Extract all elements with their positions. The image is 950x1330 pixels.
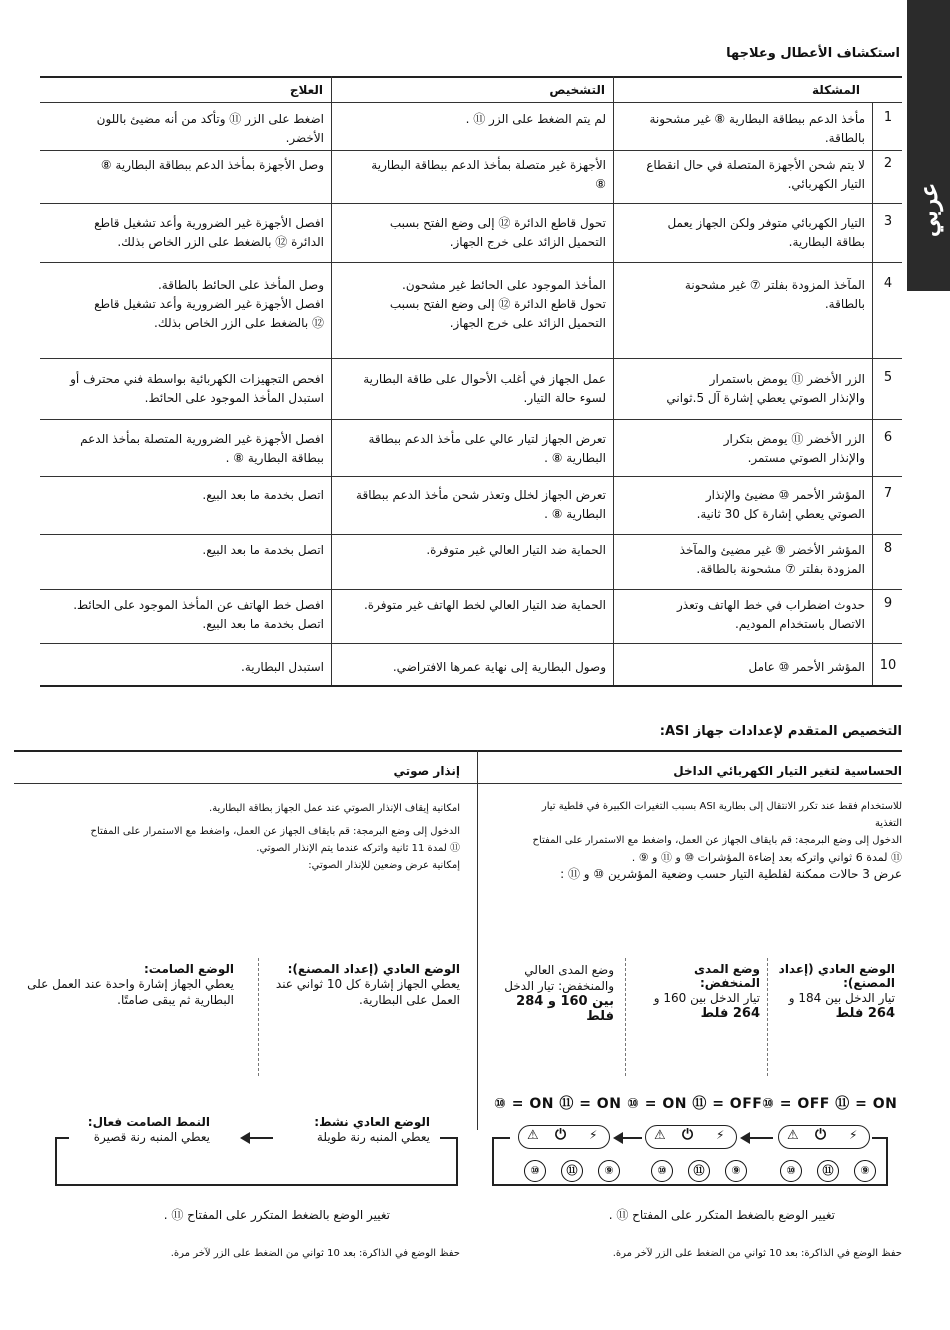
solution-line: افصل خط الهاتف عن المأخذ الموجود على الحائط.: [73, 598, 324, 612]
row-rule: [40, 476, 902, 477]
diagnosis-line: وصول البطارية إلى نهاية عمرها الافتراضي.: [392, 660, 606, 674]
row-rule: [40, 150, 902, 151]
problem-line: بالطاقة.: [824, 297, 865, 311]
plug-icon: ⚡: [589, 1128, 598, 1142]
diagnosis-line: تحول قاطع الدائرة ⑫ إلى وضع الفتح بسبب: [389, 216, 606, 230]
header-problem: المشكلة: [811, 83, 860, 97]
asi-r-line: التغذية: [874, 818, 902, 829]
indicator-panel: [645, 1125, 737, 1149]
solution-line: ببطاقة البطارية ⑧ .: [225, 451, 324, 465]
cell-solution: [46, 486, 324, 505]
cell-diagnosis: [338, 596, 606, 615]
cell-diagnosis: [338, 658, 606, 677]
row-rule: [40, 262, 902, 263]
problem-line: المؤشر الأحمر ⑩ مضيئ والإنذار: [705, 488, 865, 502]
cell-solution: [46, 658, 324, 677]
cell-problem: [620, 596, 865, 634]
problem-line: لا يتم شحن الأجهزة المتصلة في حال انقطاع: [646, 158, 865, 172]
col-divider: [872, 102, 873, 686]
arrow-left-icon: [240, 1132, 250, 1144]
cell-solution: [46, 596, 324, 634]
solution-line: افصل الأجهزة غير الضرورية وأعد تشغيل قاطع: [94, 216, 324, 230]
troubleshooting-title: استكشاف الأعطال وعلاجها: [726, 46, 900, 61]
status-label-off-on: ⑩ = OFF ⑪ = ON: [762, 1096, 898, 1112]
loop-line: [492, 1184, 888, 1186]
plug-icon: ⚡: [849, 1128, 858, 1142]
loop-line: [492, 1137, 494, 1185]
row-rule: [40, 589, 902, 590]
asi-alarm-heading: إنذار صوتي: [393, 764, 460, 778]
diagnosis-line: لم يتم الضغط على الزر ⑪ .: [465, 112, 606, 126]
diagnosis-line: المأخذ الموجود على الحائط غير مشحون.: [402, 278, 606, 292]
problem-line: بطاقة البطارية.: [788, 235, 865, 249]
problem-line: التيار الكهربائي متوفر ولكن الجهاز يعمل: [667, 216, 865, 230]
solution-line: اتصل بخدمة ما بعد البيع.: [202, 543, 324, 557]
cell-problem: [620, 156, 865, 194]
header-diagnosis: التشخيص: [549, 83, 605, 97]
alarm-normal-active: الوضع العادي نشط: يعطي المنبه رنة طويلة: [314, 1115, 430, 1144]
cell-problem: [620, 110, 865, 148]
arrow-line: [248, 1137, 273, 1139]
col-divider: [331, 76, 332, 686]
loop-line: [456, 1137, 458, 1185]
indicator-numbers: ⑩ ⑪ ⑨: [524, 1160, 620, 1182]
cell-solution: [46, 276, 324, 333]
problem-line: المؤشر الأخضر ⑨ غير مضيئ والمآخذ: [679, 543, 865, 557]
asi-r-line: ⑪ لمدة 6 ثواني واتركه بعد إضاءة المؤشرات ⑩ و ⑪ و ⑨ .: [631, 851, 902, 864]
change-mode-left: تغيير الوضع بالضغط المتكرر على المفتاح ⑪ .: [163, 1208, 390, 1222]
diagnosis-line: الحماية ضد التيار العالي غير متوفرة.: [426, 543, 606, 557]
diagnosis-line: الأجهزة غير متصلة بمأخذ الدعم ببطاقة البطارية: [371, 158, 606, 172]
mode-low-range: وضع المدى المنخفض: تيار الدخل بين 160 و 264 فلط: [653, 962, 760, 1021]
cell-solution: [46, 541, 324, 560]
cell-problem: [620, 276, 865, 314]
diagnosis-line: ⑧: [595, 177, 606, 191]
loop-line: [55, 1184, 458, 1186]
solution-line: استبدل المأخذ الموجود على الحائط.: [144, 391, 324, 405]
asi-l-line: ⑪ لمدة 11 ثانية واتركه عندما يتم الإنذار الصوتي.: [256, 843, 460, 854]
mode-high-low-range: وضع المدى العالي والمنخفض: تيار الدخل بين 160 و 284 فلط: [504, 963, 614, 1024]
table-header-rule: [40, 102, 902, 103]
solution-line: اتصل بخدمة ما بعد البيع.: [202, 617, 324, 631]
mode-divider: [625, 958, 626, 1076]
indicator-panel: [778, 1125, 870, 1149]
asi-r-line: للاستخدام فقط عند تكرر الانتقال إلى بطارية ASI بسبب التغيرات الكبيرة في فلطية تيار: [541, 801, 902, 812]
cell-problem: [620, 486, 865, 524]
diagnosis-line: البطارية ⑧ .: [544, 451, 606, 465]
row-rule: [40, 643, 902, 644]
solution-line: الدائرة ⑫ بالضغط على الزر الخاص بذلك.: [117, 235, 324, 249]
row-number: 7: [883, 486, 893, 501]
solution-line: افحص التجهيزات الكهربائية بواسطة فني محترف أو: [70, 372, 324, 386]
cell-problem: [620, 658, 865, 677]
cell-solution: [46, 214, 324, 252]
power-icon: ⏻: [815, 1127, 827, 1143]
cell-solution: [46, 430, 324, 468]
asi-title: التخصيص المتقدم لإعدادات جهاز ASI:: [659, 724, 902, 739]
arrow-line: [747, 1137, 773, 1139]
problem-line: الزر الأخضر ⑪ يومض باستمرار: [709, 372, 865, 386]
solution-line: ⑫ بالضغط على الزر الخاص بذلك.: [154, 316, 324, 330]
asi-divider: [477, 750, 478, 1130]
row-number: 9: [883, 596, 893, 611]
power-icon: ⏻: [555, 1127, 567, 1143]
asi-top-rule: [14, 750, 902, 752]
solution-line: وصل الأجهزة بمأخذ الدعم ببطاقة البطارية ⑧: [100, 158, 324, 172]
power-icon: ⏻: [682, 1127, 694, 1143]
alarm-mode-normal: الوضع العادي (إعداد المصنع): يعطي الجهاز إشارة كل 10 ثواني عند العمل على البطارية.: [275, 962, 460, 1007]
save-memory-right: حفظ الوضع في الذاكرة: بعد 10 ثواني من الضغط على الزر لآخر مرة.: [612, 1248, 902, 1259]
row-number: 8: [883, 541, 893, 556]
status-label-on-off: ⑩ = ON ⑪ = OFF: [627, 1096, 763, 1112]
asi-sensitivity-heading: الحساسية لتغير التيار الكهربائي الداخل: [673, 764, 902, 778]
table-top-rule: [40, 76, 902, 78]
cell-diagnosis: [338, 214, 606, 252]
asi-r-line: الدخول إلى وضع البرمجة: قم بايقاف الجهاز عن العمل، واضغط مع الاستمرار على المفتاح: [532, 835, 902, 846]
cell-solution: [46, 370, 324, 408]
mode-divider: [258, 958, 259, 1076]
row-number: 5: [883, 370, 893, 385]
cell-diagnosis: [338, 541, 606, 560]
cell-problem: [620, 370, 865, 408]
cell-diagnosis: [338, 430, 606, 468]
cell-diagnosis: [338, 370, 606, 408]
asi-r-line: عرض 3 حالات ممكنة لفلطية التيار حسب وضعية المؤشرين ⑩ و ⑪ :: [560, 867, 902, 881]
asi-l-line: إمكانية عرض وضعين للإنذار الصوتي:: [308, 860, 460, 871]
diagnosis-line: التحميل الزائد على خرج الجهاز.: [449, 316, 606, 330]
cell-solution: [46, 110, 324, 148]
row-number: 6: [883, 430, 893, 445]
diagnosis-line: لسوء حالة التيار.: [523, 391, 606, 405]
asi-sensitivity-text: [490, 798, 902, 883]
cell-problem: [620, 430, 865, 468]
warning-icon: ⚠: [787, 1128, 799, 1143]
solution-line: اتصل بخدمة ما بعد البيع.: [202, 488, 324, 502]
solution-line: اضغط على الزر ⑪ وتأكد من أنه مضيئ باللون: [96, 112, 324, 126]
cell-diagnosis: [338, 486, 606, 524]
loop-line: [55, 1137, 69, 1139]
plug-icon: ⚡: [716, 1128, 725, 1142]
diagnosis-line: الحماية ضد التيار العالي لخط الهاتف غير متوفرة.: [363, 598, 606, 612]
diagnosis-line: تعرض الجهاز لخلل وتعذر شحن مأخذ الدعم ببطاقة: [356, 488, 606, 502]
diagnosis-line: تعرض الجهاز لتيار عالي على مأخذ الدعم ببطاقة: [368, 432, 606, 446]
side-tab-label: عربي: [914, 182, 943, 238]
loop-line: [886, 1137, 888, 1185]
arrow-left-icon: [740, 1132, 750, 1144]
cell-problem: [620, 214, 865, 252]
asi-l-line: امكانية إيقاف الإنذار الصوتي عند عمل الجهاز بطاقة البطارية.: [209, 803, 460, 814]
indicator-panel: [518, 1125, 610, 1149]
change-mode-right: تغيير الوضع بالضغط المتكرر على المفتاح ⑪ .: [608, 1208, 835, 1222]
diagnosis-line: التحميل الزائد على خرج الجهاز.: [449, 235, 606, 249]
arrow-left-icon: [613, 1132, 623, 1144]
row-rule: [40, 203, 902, 204]
row-rule: [40, 358, 902, 359]
problem-line: الاتصال باستخدام الموديم.: [734, 617, 865, 631]
save-memory-left: حفظ الوضع في الذاكرة: بعد 10 ثواني من الضغط على الزر لآخر مرة.: [170, 1248, 460, 1259]
problem-line: الصوتي يعطي إشارة كل 30 ثانية.: [696, 507, 865, 521]
solution-line: استبدل البطارية.: [241, 660, 324, 674]
problem-line: التيار الكهربائي.: [787, 177, 865, 191]
solution-line: افصل الأجهزة غير الضرورية المتصلة بمأخذ الدعم: [80, 432, 324, 446]
solution-line: افصل الأجهزة غير الضرورية وأعد تشغيل قاطع: [94, 297, 324, 311]
cell-diagnosis: [338, 110, 606, 129]
problem-line: والإنذار الصوتي يعطي إشارة آل 5.ثواني: [666, 391, 865, 405]
problem-line: المآخذ المزودة بفلتر ⑦ غير مشحونة: [684, 278, 865, 292]
diagnosis-line: تحول قاطع الدائرة ⑫ إلى وضع الفتح بسبب: [389, 297, 606, 311]
cell-diagnosis: [338, 276, 606, 333]
solution-line: وصل المأخذ على الحائط بالطاقة.: [157, 278, 324, 292]
loop-line: [492, 1137, 510, 1139]
table-bottom-rule: [40, 685, 902, 687]
diagnosis-line: البطارية ⑧ .: [544, 507, 606, 521]
problem-line: المزودة بفلتر ⑦ مشحونة بالطاقة.: [696, 562, 865, 576]
indicator-numbers: ⑩ ⑪ ⑨: [780, 1160, 876, 1182]
cell-diagnosis: [338, 156, 606, 194]
problem-line: الزر الأخضر ⑪ يومض بتكرار: [723, 432, 865, 446]
row-rule: [40, 534, 902, 535]
indicator-numbers: ⑩ ⑪ ⑨: [651, 1160, 747, 1182]
problem-line: بالطاقة.: [824, 131, 865, 145]
problem-line: والإنذار الصوتي مستمر.: [747, 451, 865, 465]
cell-solution: [46, 156, 324, 175]
asi-header-rule: [14, 783, 902, 784]
row-rule: [40, 419, 902, 420]
row-number: 10: [879, 658, 897, 673]
loop-line: [55, 1137, 57, 1185]
asi-l-line: الدخول إلى وضع البرمجة: قم بايقاف الجهاز عن العمل، واضغط مع الاستمرار على المفتاح: [90, 826, 460, 837]
arrow-line: [620, 1137, 642, 1139]
problem-line: حدوث اضطراب في خط الهاتف وتعذر: [676, 598, 865, 612]
alarm-silent-active: النمط الصامت فعال: يعطي المنبه رنة قصيرة: [87, 1115, 210, 1144]
asi-alarm-text: [20, 800, 460, 874]
cell-problem: [620, 541, 865, 579]
header-solution: العلاج: [289, 83, 323, 97]
row-number: 2: [883, 156, 893, 171]
warning-icon: ⚠: [527, 1128, 539, 1143]
alarm-mode-silent: الوضع الصامت: يعطي الجهاز إشارة واحدة عند العمل على البطارية ثم يبقى صامتًا.: [27, 962, 234, 1007]
problem-line: مأخذ الدعم ببطاقة البطارية ⑧ غير مشحونة: [649, 112, 865, 126]
row-number: 1: [883, 110, 893, 125]
mode-divider: [767, 958, 768, 1076]
diagnosis-line: عمل الجهاز في أغلب الأحوال على طاقة البطارية: [363, 372, 606, 386]
status-label-on-on: ⑩ = ON ⑪ = ON: [494, 1096, 622, 1112]
col-divider: [613, 76, 614, 686]
row-number: 4: [883, 276, 893, 291]
row-number: 3: [883, 214, 893, 229]
solution-line: الأخضر.: [285, 131, 324, 145]
warning-icon: ⚠: [654, 1128, 666, 1143]
mode-normal-factory: الوضع العادي (إعداد المصنع): تيار الدخل بين 184 و 264 فلط: [778, 962, 895, 1021]
problem-line: المؤشر الأحمر ⑩ عامل: [748, 660, 865, 674]
